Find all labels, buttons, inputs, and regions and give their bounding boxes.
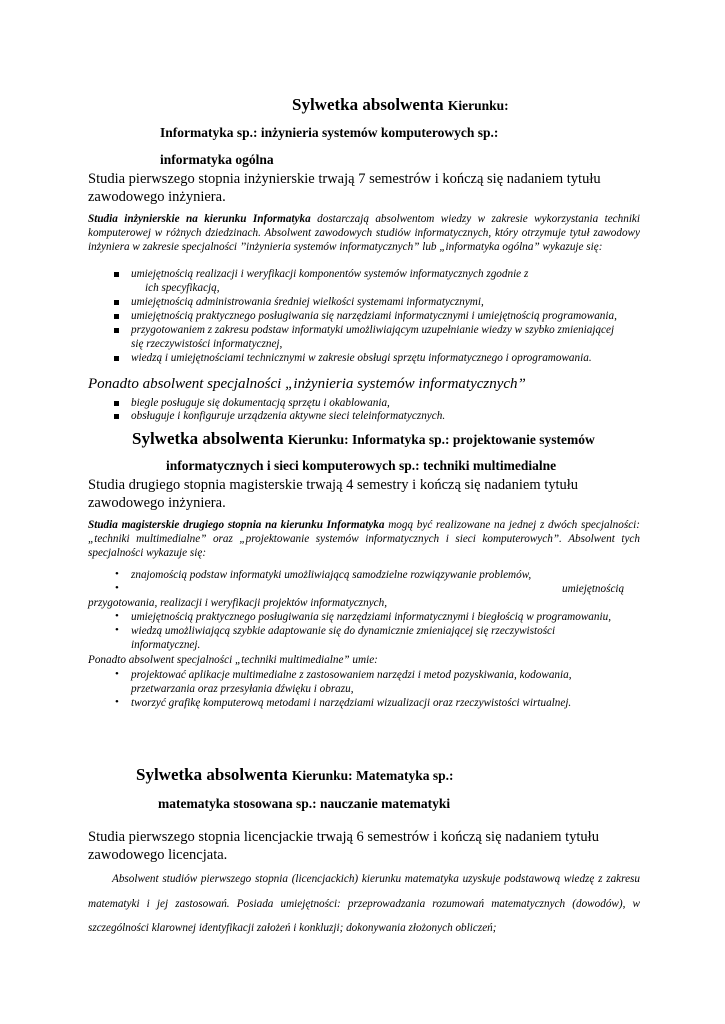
intro-line: zawodowego inżyniera.	[88, 189, 226, 205]
bullet-icon	[114, 356, 119, 361]
list-item: przygotowaniem z zakresu podstaw informatyki umożliwiającym uzupełnianie wiedzy w szybko zmieniającej	[131, 324, 615, 336]
bullet-icon	[114, 272, 119, 277]
moreover-heading: Ponadto absolwent specjalności „techniki multimedialne” umie:	[88, 654, 378, 666]
section-title: Sylwetka absolwenta Kierunku: Informatyka sp.: projektowanie systemów	[132, 429, 595, 448]
bullet-icon: •	[115, 696, 119, 708]
intro-line: zawodowego inżyniera.	[88, 495, 226, 511]
bullet-icon: •	[115, 624, 119, 636]
section-subtitle: informatyka ogólna	[160, 152, 274, 167]
intro-line: Studia pierwszego stopnia inżynierskie trwają 7 semestrów i kończą się nadaniem tytułu	[88, 171, 601, 187]
list-item: ich specyfikacją,	[145, 282, 220, 294]
list-item: biegle posługuje się dokumentacją sprzętu i okablowania,	[131, 397, 390, 409]
list-item: tworzyć grafikę komputerową metodami i narzędziami wizualizacji oraz rzeczywistości wirtualnej.	[131, 697, 572, 709]
bullet-icon	[114, 401, 119, 406]
bullet-icon: •	[115, 568, 119, 580]
intro-line: Studia pierwszego stopnia licencjackie trwają 6 semestrów i kończą się nadaniem tytułu	[88, 829, 599, 845]
intro-line: zawodowego licencjata.	[88, 847, 228, 863]
list-item: projektować aplikacje multimedialne z zastosowaniem narzędzi i metod pozyskiwania, kodowania,	[131, 669, 572, 681]
list-item: obsługuje i konfiguruje urządzenia aktywne sieci teleinformatycznych.	[131, 410, 446, 422]
section-title: Sylwetka absolwenta Kierunku:	[292, 95, 509, 114]
bullet-icon: •	[115, 668, 119, 680]
paragraph: Studia magisterskie drugiego stopnia na kierunku Informatyka mogą być realizowane na jednej z dwóch specjalności: „techniki multimedialne” oraz „projektowanie systemów informatycznych i sieci komputerowych”. Absolwent tych specjalności wykazuje się:	[88, 519, 640, 559]
section-title: Sylwetka absolwenta Kierunku: Matematyka sp.:	[136, 765, 454, 784]
list-item: wiedzą i umiejętnościami technicznymi w zakresie obsługi sprzętu informatycznego i oprogramowania.	[131, 352, 592, 364]
bullet-icon	[114, 314, 119, 319]
section-subtitle: matematyka stosowana sp.: nauczanie matematyki	[158, 796, 451, 811]
paragraph: Absolwent studiów pierwszego stopnia (licencjackich) kierunku matematyka uzyskuje podstawową wiedzę z zakresu matematyki i jej zastosowań. Posiada umiejętności: przeprowadzania rozumowań matematycznych (dowodów), w szczególności klarownej identyfikacji założeń i konkluzji; dokonywania złożonych obliczeń;	[88, 873, 640, 934]
bullet-icon: •	[115, 610, 119, 622]
bullet-icon	[114, 414, 119, 419]
bullet-icon	[114, 300, 119, 305]
list-item: umiejętnością realizacji i weryfikacji komponentów systemów informatycznych zgodnie z	[131, 268, 529, 280]
list-item: umiejętnością administrowania średniej wielkości systemami informatycznymi,	[131, 296, 484, 308]
bullet-icon	[114, 328, 119, 333]
list-item: przygotowania, realizacji i weryfikacji projektów informatycznych,	[88, 597, 388, 609]
list-item: znajomością podstaw informatyki umożliwiającą samodzielne rozwiązywanie problemów,	[131, 569, 532, 581]
list-item: się rzeczywistości informatycznej,	[131, 338, 283, 350]
list-item: wiedzą umożliwiającą szybkie adaptowanie się do dynamicznie zmieniającej się rzeczywistości	[131, 625, 556, 637]
section-subtitle: Informatyka sp.: inżynieria systemów komputerowych sp.:	[160, 125, 499, 140]
paragraph: Studia inżynierskie na kierunku Informatyka dostarczają absolwentom wiedzy w zakresie wykorzystania techniki komputerowej w różnych dziedzinach. Absolwent zawodowych studiów informatycznych, który otrzymuje tytuł zawodowy inżyniera w zakresie specjalności ’’inżynieria systemów informatycznych” lub „informatyka ogólna” wykazuje się:	[88, 213, 640, 253]
list-item: umiejętnością praktycznego posługiwania się narzędziami informatycznymi i umiejętnością programowania,	[131, 310, 617, 322]
list-item: informatycznej.	[131, 639, 201, 651]
list-item: umiejętnością	[562, 583, 625, 595]
list-item: przetwarzania oraz przesyłania dźwięku i obrazu,	[131, 683, 354, 695]
section-subtitle: informatycznych i sieci komputerowych sp.: techniki multimedialne	[166, 458, 557, 473]
list-item: umiejętnością praktycznego posługiwania się narzędziami informatycznymi i biegłością w programowaniu,	[131, 611, 611, 623]
bullet-icon: •	[115, 582, 119, 594]
intro-line: Studia drugiego stopnia magisterskie trwają 4 semestry i kończą się nadaniem tytułu	[88, 477, 579, 493]
moreover-heading: Ponadto absolwent specjalności „inżynieria systemów informatycznych”	[88, 376, 526, 392]
